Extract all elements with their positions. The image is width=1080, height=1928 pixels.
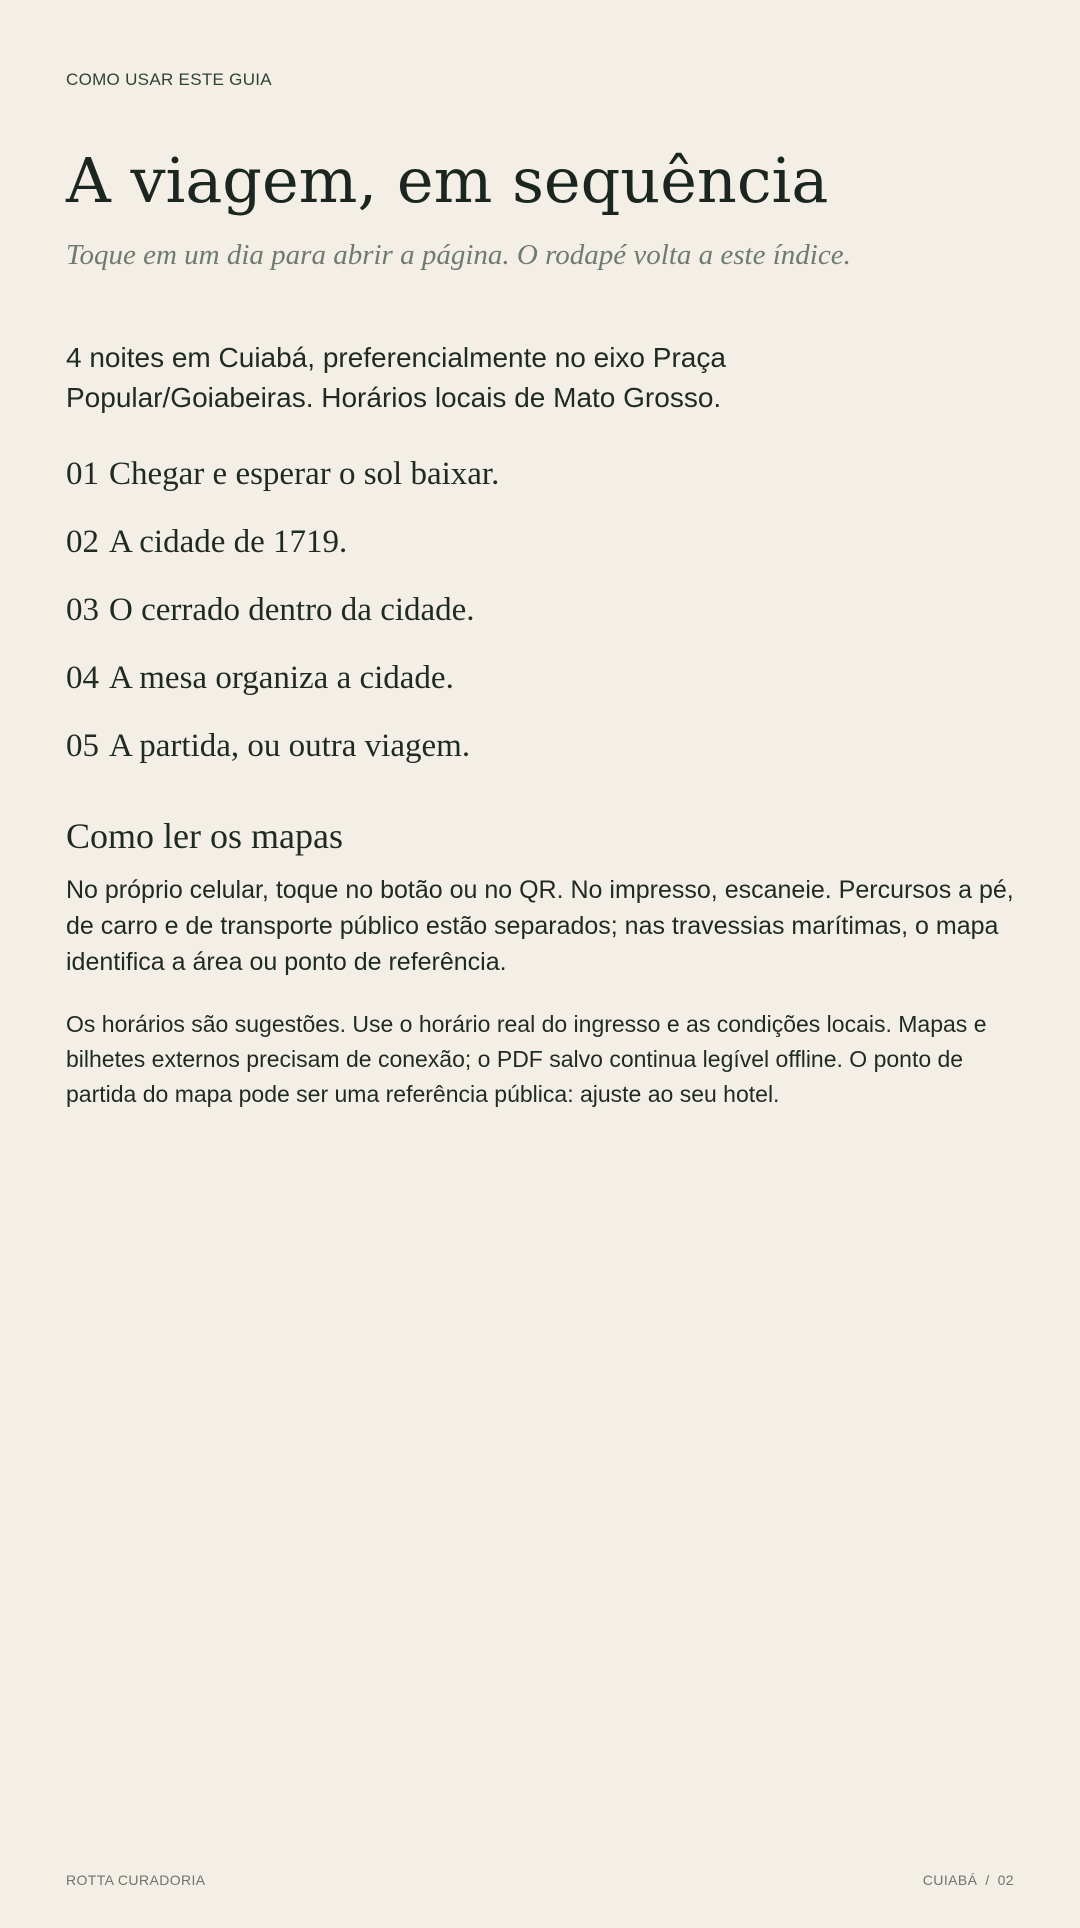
- day-link-01[interactable]: [66, 448, 966, 500]
- day-link-05[interactable]: [66, 720, 966, 772]
- footer-city: CUIABÁ: [922, 1872, 978, 1888]
- trip-intro: 4 noites em Cuiabá, preferencialmente no eixo Praça Popular/Goiabeiras. Horários locais de Mato Grosso.: [66, 342, 726, 413]
- day-title: O cerrado dentro da cidade.: [109, 592, 475, 628]
- footer-page-indicator[interactable]: [923, 1872, 1014, 1888]
- maps-section-heading: Como ler os mapas: [66, 816, 343, 856]
- day-title: Chegar e esperar o sol baixar.: [109, 456, 500, 492]
- schedule-notes-paragraph: Os horários são sugestões. Use o horário real do ingresso e as condições locais. Mapas e bilhetes externos precisam de conexão; o PDF salvo continua legível offline. O ponto de partida do mapa pode ser uma referência pública: ajuste ao seu hotel.: [66, 1011, 987, 1107]
- maps-instructions-paragraph: No próprio celular, toque no botão ou no QR. No impresso, escaneie. Percursos a pé, de carro e de transporte público estão separados; nas travessias marítimas, o mapa identifica a área ou ponto de referência.: [66, 876, 1014, 976]
- footer-page-number: 02: [997, 1872, 1014, 1888]
- day-index-list: [66, 448, 966, 788]
- day-link-04[interactable]: [66, 652, 966, 704]
- day-title: A mesa organiza a cidade.: [109, 660, 454, 696]
- day-number: 04: [66, 660, 99, 696]
- day-link-03[interactable]: [66, 584, 966, 636]
- page-title: A viagem, em sequência: [66, 144, 829, 217]
- day-number: 05: [66, 728, 99, 764]
- day-number: 03: [66, 592, 99, 628]
- day-title: A cidade de 1719.: [109, 524, 348, 560]
- footer-separator: /: [985, 1872, 990, 1888]
- page-subtitle: Toque em um dia para abrir a página. O rodapé volta a este índice.: [66, 239, 851, 271]
- section-eyebrow: COMO USAR ESTE GUIA: [66, 70, 272, 89]
- day-title: A partida, ou outra viagem.: [109, 728, 471, 764]
- day-number: 02: [66, 524, 99, 560]
- day-number: 01: [66, 456, 99, 492]
- footer-brand: ROTTA CURADORIA: [66, 1872, 206, 1888]
- day-link-02[interactable]: [66, 516, 966, 568]
